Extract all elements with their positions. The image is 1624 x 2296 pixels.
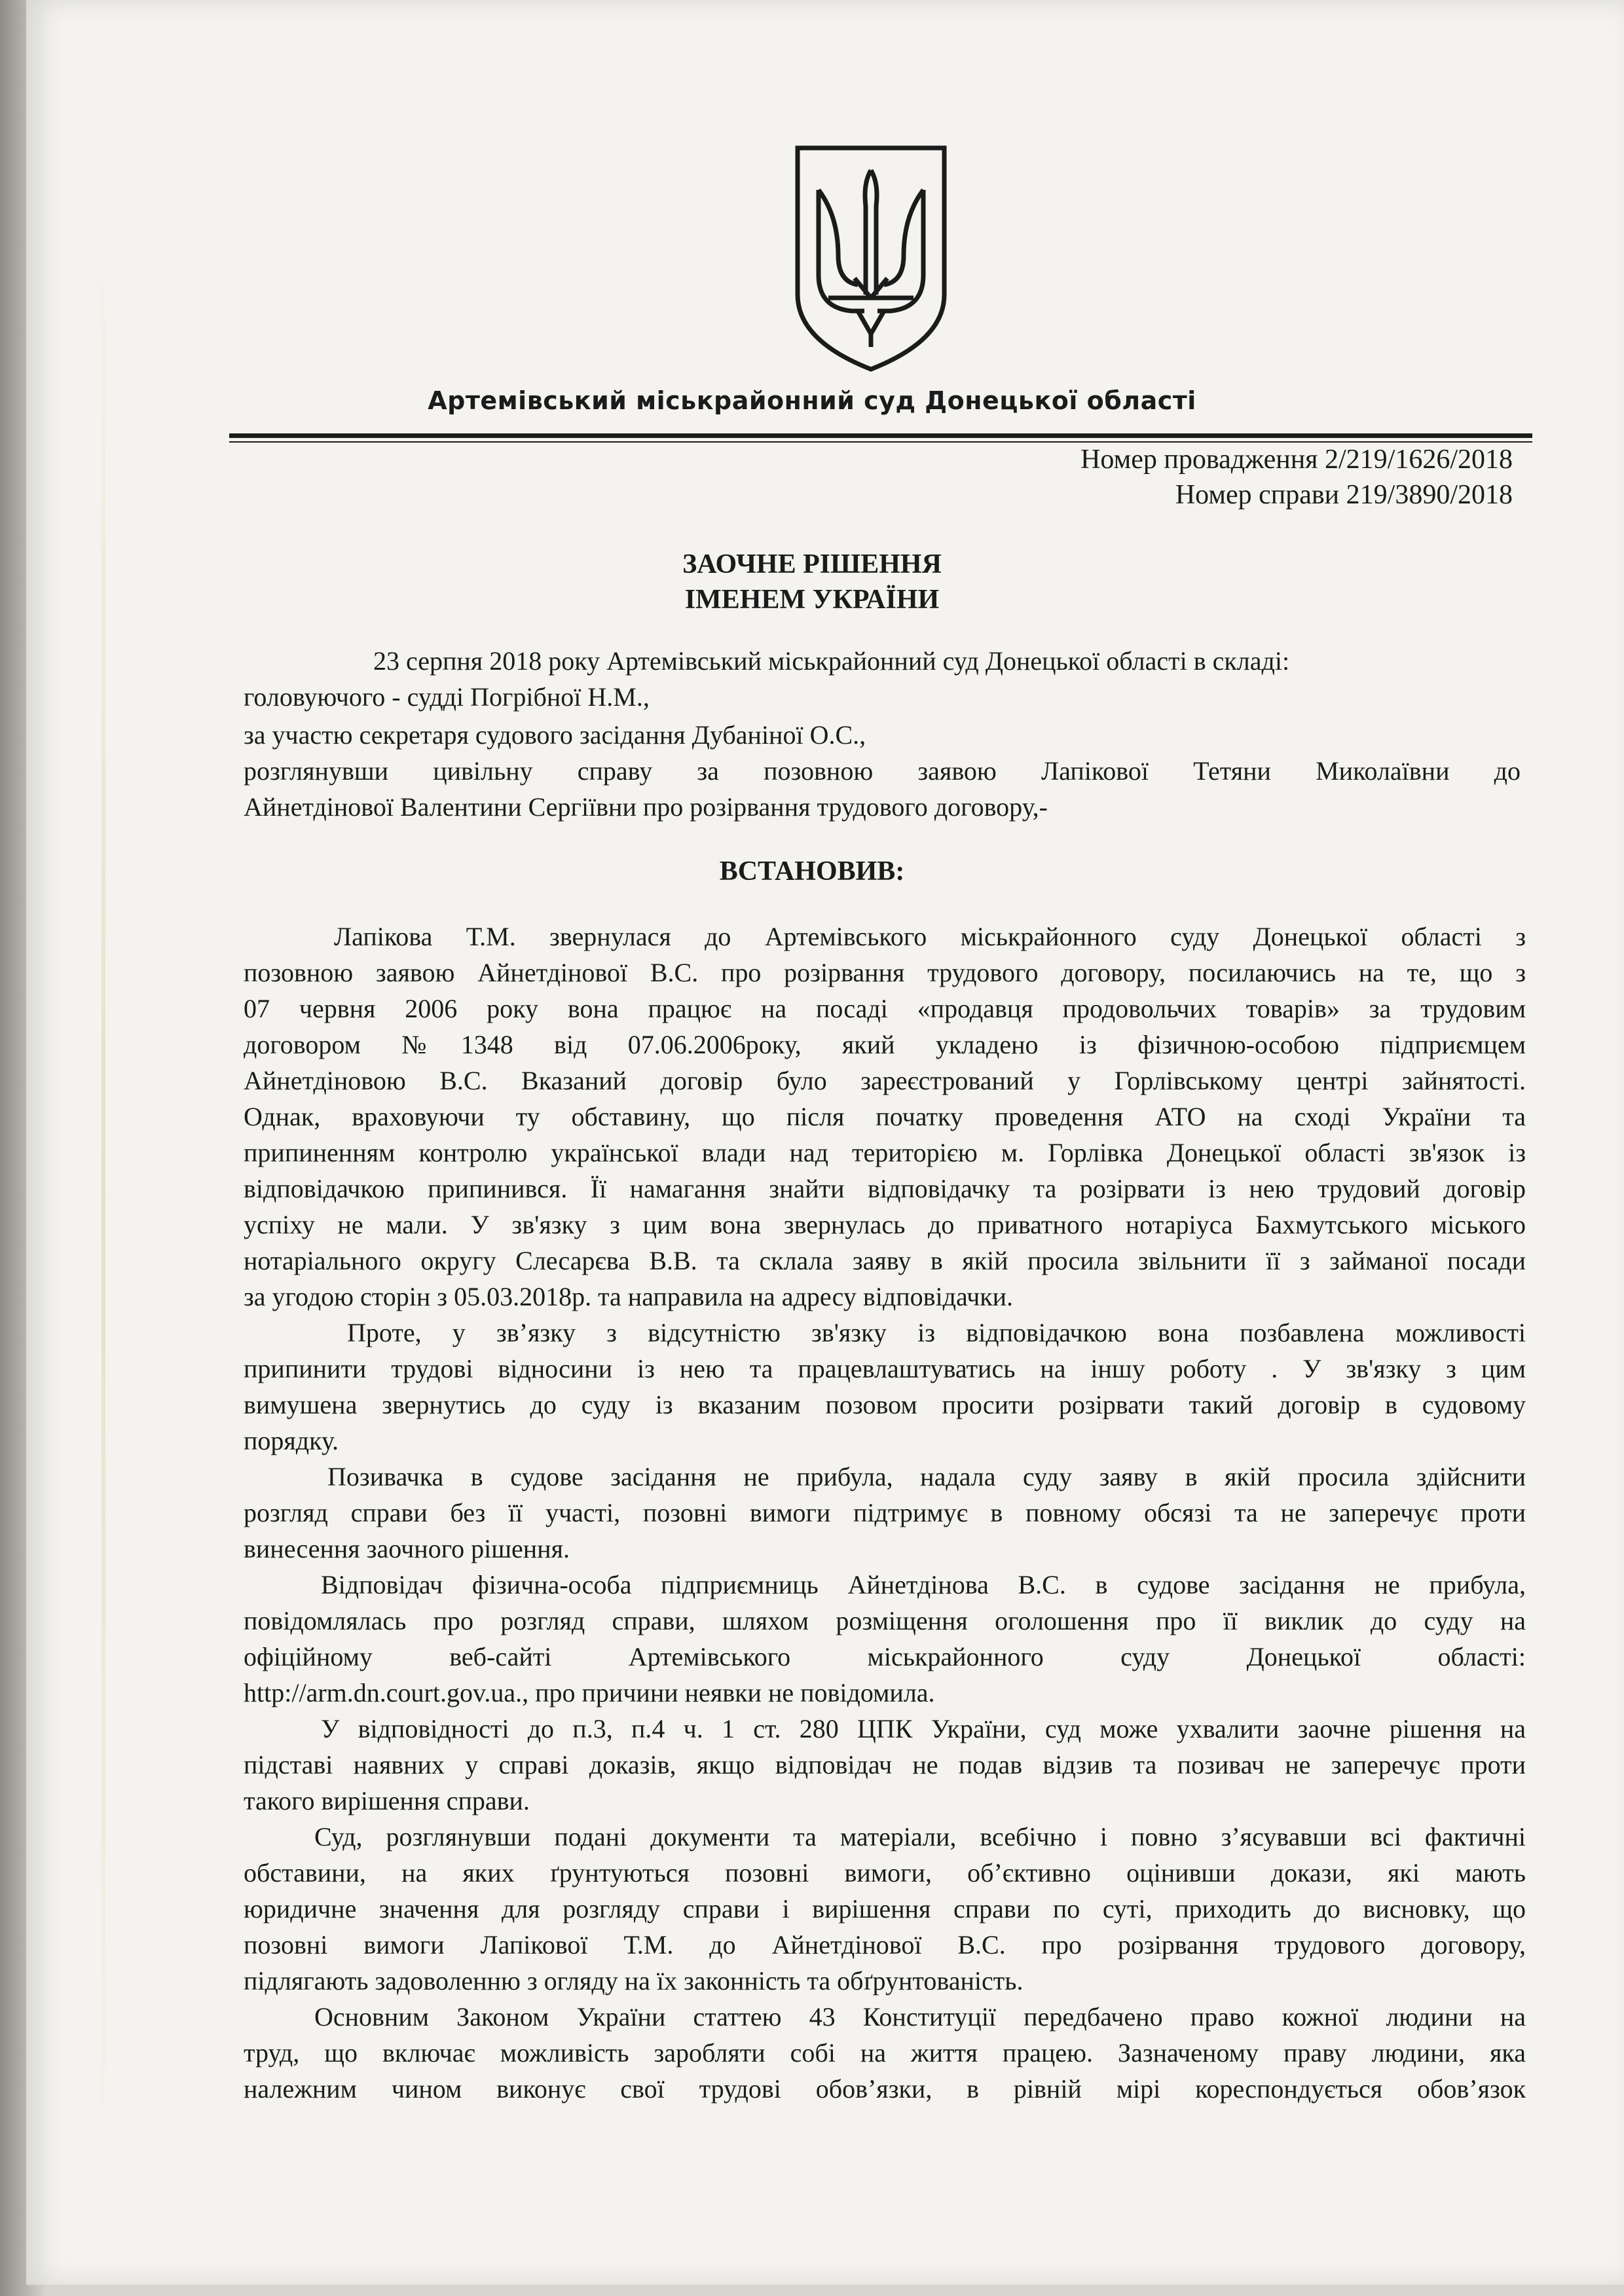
body-line: Основним Законом України статтею 43 Конституції передбачено право кожної людини на (314, 2002, 1526, 2032)
body-line: Відповідач фізична-особа підприємниць Айнетдінова В.С. в судове засідання не прибула, (321, 1570, 1526, 1599)
body-line: підлягають задоволенню з огляду на їх законність та обґрунтованість. (244, 1966, 1024, 1995)
body-line: Суд, розглянувши подані документи та матеріали, всебічно і повно з’ясувавши всі фактичні (314, 1822, 1526, 1851)
body-line: повідомлялась про розгляд справи, шляхом розміщення оголошення про її виклик до суду на (244, 1606, 1526, 1635)
body-line: вимушена звернутись до суду із вказаним позовом просити розірвати такий договір в судовому (244, 1390, 1526, 1419)
proceeding-number: Номер провадження 2/219/1626/2018 (1080, 445, 1513, 475)
body-line: успіху не мали. У зв'язку з цим вона звернулась до приватного нотаріуса Бахмутського міського (244, 1210, 1526, 1239)
section-heading: ВСТАНОВИВ: (719, 856, 905, 886)
court-name: Артемівський міськрайонний суд Донецької області (428, 386, 1196, 415)
intro-line: головуючого - судді Погрібної Н.М., (244, 682, 650, 712)
case-number: Номер справи 219/3890/2018 (1175, 480, 1513, 510)
body-line: http://arm.dn.court.gov.ua., про причини неявки не повідомила. (244, 1678, 935, 1707)
body-line: нотаріального округу Слесарєва В.В. та склала заяву в якій просила звільнити її з займаної посади (244, 1246, 1526, 1275)
body-line: труд, що включає можливість заробляти собі на життя працею. Зазначеному праву людини, яка (244, 2038, 1526, 2068)
document-subtitle: ІМЕНЕМ УКРАЇНИ (684, 585, 940, 615)
body-line: Проте, у зв’язку з відсутністю зв'язку із відповідачкою вона позбавлена можливості (347, 1318, 1526, 1347)
intro-line: за участю секретаря судового засідання Дубаніної О.С., (244, 720, 866, 750)
body-line: Позивачка в судове засідання не прибула, надала суду заяву в якій просила здійснити (327, 1462, 1526, 1491)
body-line: підставі наявних у справі доказів, якщо відповідач не подав відзив та позивач не заперечує проти (244, 1750, 1526, 1779)
intro-line: 23 серпня 2018 року Артемівський міськрайонний суд Донецької області в складі: (373, 646, 1290, 676)
body-line: припиненням контролю української влади над територією м. Горлівка Донецької області зв'язок із (244, 1138, 1526, 1167)
coat-of-arms-icon (792, 144, 950, 373)
body-line: Айнетдіновою В.С. Вказаний договір було зареєстрований у Горлівському центрі зайнятості. (244, 1066, 1526, 1095)
body-line: позовною заявою Айнетдінової В.С. про розірвання трудового договору, посилаючись на те, що з (244, 958, 1526, 987)
header-rule-thin (229, 441, 1532, 443)
body-line: відповідачкою припинився. Її намагання знайти відповідачку та розірвати із нею трудовий договір (244, 1174, 1526, 1203)
body-line: належним чином виконує свої трудові обов’язки, в рівній мірі кореспондується обов’язок (244, 2074, 1526, 2104)
body-line: Лапікова Т.М. звернулася до Артемівського міськрайонного суду Донецької області з (334, 922, 1526, 951)
body-line: У відповідності до п.3, п.4 ч. 1 ст. 280 ЦПК України, суд може ухвалити заочне рішення на (321, 1714, 1526, 1743)
body-line: обставини, на яких ґрунтуються позовні вимоги, об’єктивно оцінивши докази, які мають (244, 1858, 1526, 1887)
document-title: ЗАОЧНЕ РІШЕННЯ (682, 549, 942, 579)
body-line: такого вирішення справи. (244, 1786, 530, 1815)
body-line: 07 червня 2006 року вона працює на посаді «продавця продовольчих товарів» за трудовим (244, 994, 1526, 1023)
header-rule (229, 433, 1532, 438)
body-line: Однак, враховуючи ту обставину, що після початку проведення АТО на сході України та (244, 1102, 1526, 1131)
body-line: договором №1348 від 07.06.2006року, який укладено із фізичною-особою підприємцем (244, 1030, 1526, 1059)
body-line: позовні вимоги Лапікової Т.М. до Айнетдінової В.С. про розірвання трудового договору, (244, 1930, 1526, 1959)
body-line: офіційному веб-сайті Артемівського міськрайонного суду Донецької області: (244, 1642, 1526, 1671)
body-line: за угодою сторін з 05.03.2018р. та направила на адресу відповідачки. (244, 1282, 1014, 1311)
fold-mark (101, 196, 105, 2193)
body-line: розгляд справи без її участі, позовні вимоги підтримує в повному обсязі та не заперечує проти (244, 1498, 1526, 1527)
body-line: порядку. (244, 1426, 339, 1455)
intro-line: Айнетдінової Валентини Сергіївни про розірвання трудового договору,- (244, 792, 1048, 822)
body-line: винесення заочного рішення. (244, 1534, 570, 1563)
body-line: припинити трудові відносини із нею та працевлаштуватись на іншу роботу . У зв'язку з цим (244, 1354, 1526, 1383)
intro-line: розглянувши цивільну справу за позовною заявою Лапікової Тетяни Миколаївни до (244, 756, 1521, 786)
body-line: юридичне значення для розгляду справи і вирішення справи по суті, приходить до висновку, що (244, 1894, 1526, 1923)
